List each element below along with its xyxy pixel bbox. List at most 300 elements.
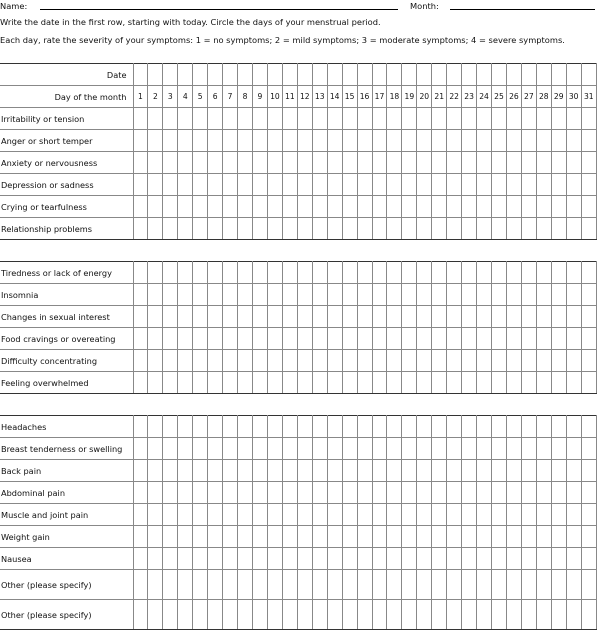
rating-cell[interactable] [432,152,447,174]
rating-cell[interactable] [148,108,163,130]
rating-cell[interactable] [193,600,208,630]
rating-cell[interactable] [492,526,507,548]
rating-cell[interactable] [492,482,507,504]
rating-cell[interactable] [566,174,581,196]
rating-cell[interactable] [193,504,208,526]
rating-cell[interactable] [253,526,268,548]
rating-cell[interactable] [342,262,357,284]
date-cell[interactable] [223,64,238,86]
rating-cell[interactable] [551,482,566,504]
rating-cell[interactable] [551,438,566,460]
rating-cell[interactable] [477,548,492,570]
rating-cell[interactable] [163,372,178,394]
rating-cell[interactable] [163,108,178,130]
rating-cell[interactable] [581,372,596,394]
rating-cell[interactable] [297,372,312,394]
rating-cell[interactable] [536,218,551,240]
rating-cell[interactable] [432,548,447,570]
rating-cell[interactable] [133,504,148,526]
rating-cell[interactable] [223,548,238,570]
rating-cell[interactable] [462,570,477,600]
rating-cell[interactable] [462,460,477,482]
rating-cell[interactable] [178,438,193,460]
rating-cell[interactable] [432,262,447,284]
rating-cell[interactable] [447,438,462,460]
rating-cell[interactable] [357,548,372,570]
rating-cell[interactable] [238,350,253,372]
rating-cell[interactable] [223,108,238,130]
rating-cell[interactable] [432,482,447,504]
rating-cell[interactable] [536,438,551,460]
rating-cell[interactable] [372,108,387,130]
rating-cell[interactable] [581,416,596,438]
rating-cell[interactable] [342,152,357,174]
rating-cell[interactable] [178,328,193,350]
rating-cell[interactable] [477,482,492,504]
rating-cell[interactable] [312,262,327,284]
rating-cell[interactable] [521,174,536,196]
rating-cell[interactable] [297,548,312,570]
rating-cell[interactable] [178,196,193,218]
rating-cell[interactable] [327,372,342,394]
rating-cell[interactable] [506,460,521,482]
rating-cell[interactable] [238,526,253,548]
rating-cell[interactable] [372,460,387,482]
rating-cell[interactable] [267,284,282,306]
rating-cell[interactable] [327,570,342,600]
rating-cell[interactable] [492,174,507,196]
rating-cell[interactable] [163,262,178,284]
rating-cell[interactable] [387,548,402,570]
rating-cell[interactable] [536,152,551,174]
rating-cell[interactable] [267,328,282,350]
rating-cell[interactable] [566,460,581,482]
rating-cell[interactable] [521,460,536,482]
rating-cell[interactable] [178,526,193,548]
rating-cell[interactable] [297,152,312,174]
rating-cell[interactable] [477,372,492,394]
rating-cell[interactable] [536,328,551,350]
rating-cell[interactable] [417,460,432,482]
rating-cell[interactable] [432,130,447,152]
rating-cell[interactable] [253,460,268,482]
rating-cell[interactable] [387,460,402,482]
rating-cell[interactable] [282,372,297,394]
rating-cell[interactable] [462,548,477,570]
rating-cell[interactable] [462,130,477,152]
rating-cell[interactable] [357,218,372,240]
rating-cell[interactable] [282,262,297,284]
rating-cell[interactable] [208,600,223,630]
rating-cell[interactable] [447,372,462,394]
rating-cell[interactable] [566,284,581,306]
rating-cell[interactable] [342,196,357,218]
rating-cell[interactable] [432,284,447,306]
rating-cell[interactable] [402,108,417,130]
rating-cell[interactable] [566,108,581,130]
rating-cell[interactable] [387,262,402,284]
rating-cell[interactable] [223,350,238,372]
rating-cell[interactable] [417,372,432,394]
rating-cell[interactable] [462,174,477,196]
rating-cell[interactable] [148,262,163,284]
rating-cell[interactable] [193,548,208,570]
rating-cell[interactable] [193,350,208,372]
rating-cell[interactable] [178,548,193,570]
rating-cell[interactable] [536,482,551,504]
rating-cell[interactable] [417,108,432,130]
rating-cell[interactable] [133,262,148,284]
rating-cell[interactable] [506,482,521,504]
rating-cell[interactable] [327,504,342,526]
rating-cell[interactable] [193,284,208,306]
rating-cell[interactable] [432,328,447,350]
rating-cell[interactable] [163,218,178,240]
rating-cell[interactable] [312,416,327,438]
rating-cell[interactable] [133,548,148,570]
rating-cell[interactable] [178,600,193,630]
rating-cell[interactable] [297,600,312,630]
rating-cell[interactable] [282,438,297,460]
rating-cell[interactable] [521,548,536,570]
rating-cell[interactable] [581,350,596,372]
rating-cell[interactable] [492,328,507,350]
rating-cell[interactable] [581,482,596,504]
rating-cell[interactable] [536,306,551,328]
rating-cell[interactable] [506,262,521,284]
rating-cell[interactable] [521,600,536,630]
rating-cell[interactable] [238,328,253,350]
rating-cell[interactable] [282,306,297,328]
rating-cell[interactable] [357,328,372,350]
rating-cell[interactable] [148,284,163,306]
rating-cell[interactable] [432,108,447,130]
rating-cell[interactable] [193,328,208,350]
rating-cell[interactable] [417,328,432,350]
rating-cell[interactable] [163,600,178,630]
rating-cell[interactable] [297,350,312,372]
rating-cell[interactable] [372,218,387,240]
rating-cell[interactable] [432,372,447,394]
rating-cell[interactable] [238,174,253,196]
rating-cell[interactable] [238,504,253,526]
rating-cell[interactable] [447,174,462,196]
rating-cell[interactable] [238,152,253,174]
rating-cell[interactable] [253,262,268,284]
rating-cell[interactable] [282,416,297,438]
rating-cell[interactable] [163,482,178,504]
rating-cell[interactable] [327,284,342,306]
rating-cell[interactable] [193,306,208,328]
rating-cell[interactable] [253,548,268,570]
rating-cell[interactable] [447,548,462,570]
date-cell[interactable] [282,64,297,86]
rating-cell[interactable] [506,526,521,548]
rating-cell[interactable] [357,416,372,438]
rating-cell[interactable] [253,306,268,328]
rating-cell[interactable] [357,196,372,218]
rating-cell[interactable] [506,570,521,600]
rating-cell[interactable] [447,350,462,372]
date-cell[interactable] [193,64,208,86]
rating-cell[interactable] [506,328,521,350]
rating-cell[interactable] [432,174,447,196]
rating-cell[interactable] [506,350,521,372]
rating-cell[interactable] [551,328,566,350]
rating-cell[interactable] [163,438,178,460]
rating-cell[interactable] [492,548,507,570]
rating-cell[interactable] [536,174,551,196]
rating-cell[interactable] [163,526,178,548]
rating-cell[interactable] [581,600,596,630]
rating-cell[interactable] [566,306,581,328]
rating-cell[interactable] [492,152,507,174]
rating-cell[interactable] [267,526,282,548]
rating-cell[interactable] [238,130,253,152]
rating-cell[interactable] [506,152,521,174]
rating-cell[interactable] [253,328,268,350]
rating-cell[interactable] [372,328,387,350]
rating-cell[interactable] [581,284,596,306]
rating-cell[interactable] [193,108,208,130]
rating-cell[interactable] [282,600,297,630]
rating-cell[interactable] [282,328,297,350]
rating-cell[interactable] [566,570,581,600]
rating-cell[interactable] [432,570,447,600]
rating-cell[interactable] [506,196,521,218]
rating-cell[interactable] [312,460,327,482]
rating-cell[interactable] [297,416,312,438]
rating-cell[interactable] [282,108,297,130]
rating-cell[interactable] [238,548,253,570]
date-cell[interactable] [506,64,521,86]
rating-cell[interactable] [536,526,551,548]
rating-cell[interactable] [342,548,357,570]
rating-cell[interactable] [417,130,432,152]
rating-cell[interactable] [357,438,372,460]
rating-cell[interactable] [297,174,312,196]
rating-cell[interactable] [178,416,193,438]
rating-cell[interactable] [477,526,492,548]
rating-cell[interactable] [447,526,462,548]
rating-cell[interactable] [432,438,447,460]
date-cell[interactable] [357,64,372,86]
rating-cell[interactable] [462,218,477,240]
rating-cell[interactable] [566,328,581,350]
rating-cell[interactable] [148,328,163,350]
rating-cell[interactable] [387,526,402,548]
rating-cell[interactable] [193,174,208,196]
rating-cell[interactable] [133,284,148,306]
rating-cell[interactable] [282,548,297,570]
rating-cell[interactable] [267,218,282,240]
rating-cell[interactable] [342,108,357,130]
rating-cell[interactable] [148,548,163,570]
rating-cell[interactable] [193,570,208,600]
rating-cell[interactable] [402,196,417,218]
rating-cell[interactable] [536,570,551,600]
rating-cell[interactable] [581,438,596,460]
rating-cell[interactable] [357,130,372,152]
rating-cell[interactable] [387,328,402,350]
rating-cell[interactable] [432,416,447,438]
rating-cell[interactable] [536,196,551,218]
rating-cell[interactable] [342,218,357,240]
rating-cell[interactable] [312,350,327,372]
rating-cell[interactable] [566,438,581,460]
date-cell[interactable] [267,64,282,86]
rating-cell[interactable] [417,152,432,174]
rating-cell[interactable] [178,350,193,372]
rating-cell[interactable] [342,504,357,526]
rating-cell[interactable] [432,196,447,218]
rating-cell[interactable] [133,152,148,174]
rating-cell[interactable] [178,218,193,240]
rating-cell[interactable] [178,372,193,394]
rating-cell[interactable] [536,350,551,372]
rating-cell[interactable] [402,306,417,328]
rating-cell[interactable] [566,130,581,152]
rating-cell[interactable] [402,372,417,394]
rating-cell[interactable] [477,306,492,328]
rating-cell[interactable] [253,196,268,218]
rating-cell[interactable] [163,548,178,570]
rating-cell[interactable] [267,152,282,174]
rating-cell[interactable] [312,152,327,174]
rating-cell[interactable] [267,130,282,152]
rating-cell[interactable] [417,218,432,240]
rating-cell[interactable] [551,130,566,152]
rating-cell[interactable] [477,350,492,372]
rating-cell[interactable] [372,482,387,504]
rating-cell[interactable] [477,218,492,240]
rating-cell[interactable] [238,482,253,504]
rating-cell[interactable] [506,306,521,328]
rating-cell[interactable] [551,306,566,328]
rating-cell[interactable] [267,600,282,630]
rating-cell[interactable] [267,108,282,130]
rating-cell[interactable] [417,438,432,460]
rating-cell[interactable] [492,350,507,372]
rating-cell[interactable] [238,306,253,328]
rating-cell[interactable] [432,350,447,372]
rating-cell[interactable] [342,482,357,504]
rating-cell[interactable] [178,152,193,174]
rating-cell[interactable] [402,350,417,372]
rating-cell[interactable] [238,218,253,240]
rating-cell[interactable] [462,284,477,306]
date-cell[interactable] [447,64,462,86]
rating-cell[interactable] [282,174,297,196]
rating-cell[interactable] [342,350,357,372]
rating-cell[interactable] [447,306,462,328]
rating-cell[interactable] [462,108,477,130]
rating-cell[interactable] [417,306,432,328]
rating-cell[interactable] [477,108,492,130]
rating-cell[interactable] [253,152,268,174]
rating-cell[interactable] [208,152,223,174]
rating-cell[interactable] [536,548,551,570]
rating-cell[interactable] [253,174,268,196]
rating-cell[interactable] [208,284,223,306]
rating-cell[interactable] [282,526,297,548]
rating-cell[interactable] [372,526,387,548]
rating-cell[interactable] [297,306,312,328]
rating-cell[interactable] [178,482,193,504]
rating-cell[interactable] [193,218,208,240]
rating-cell[interactable] [312,108,327,130]
rating-cell[interactable] [223,570,238,600]
rating-cell[interactable] [581,328,596,350]
rating-cell[interactable] [477,196,492,218]
rating-cell[interactable] [462,482,477,504]
rating-cell[interactable] [551,460,566,482]
rating-cell[interactable] [297,438,312,460]
rating-cell[interactable] [387,218,402,240]
rating-cell[interactable] [551,350,566,372]
rating-cell[interactable] [223,306,238,328]
rating-cell[interactable] [521,372,536,394]
rating-cell[interactable] [193,438,208,460]
rating-cell[interactable] [223,482,238,504]
rating-cell[interactable] [566,482,581,504]
rating-cell[interactable] [506,130,521,152]
rating-cell[interactable] [327,350,342,372]
rating-cell[interactable] [148,416,163,438]
rating-cell[interactable] [417,284,432,306]
rating-cell[interactable] [223,196,238,218]
rating-cell[interactable] [551,548,566,570]
rating-cell[interactable] [462,504,477,526]
rating-cell[interactable] [208,218,223,240]
rating-cell[interactable] [282,152,297,174]
rating-cell[interactable] [163,284,178,306]
rating-cell[interactable] [477,570,492,600]
rating-cell[interactable] [253,438,268,460]
rating-cell[interactable] [357,152,372,174]
rating-cell[interactable] [387,482,402,504]
rating-cell[interactable] [253,372,268,394]
rating-cell[interactable] [462,328,477,350]
rating-cell[interactable] [327,438,342,460]
rating-cell[interactable] [372,284,387,306]
rating-cell[interactable] [492,416,507,438]
rating-cell[interactable] [462,526,477,548]
rating-cell[interactable] [506,548,521,570]
rating-cell[interactable] [133,218,148,240]
rating-cell[interactable] [193,372,208,394]
rating-cell[interactable] [372,570,387,600]
rating-cell[interactable] [223,504,238,526]
rating-cell[interactable] [163,306,178,328]
rating-cell[interactable] [402,218,417,240]
rating-cell[interactable] [342,328,357,350]
rating-cell[interactable] [447,262,462,284]
rating-cell[interactable] [163,350,178,372]
rating-cell[interactable] [282,350,297,372]
rating-cell[interactable] [267,174,282,196]
rating-cell[interactable] [193,152,208,174]
rating-cell[interactable] [327,174,342,196]
rating-cell[interactable] [581,130,596,152]
rating-cell[interactable] [312,372,327,394]
rating-cell[interactable] [551,284,566,306]
rating-cell[interactable] [581,108,596,130]
rating-cell[interactable] [193,482,208,504]
rating-cell[interactable] [208,570,223,600]
rating-cell[interactable] [223,526,238,548]
rating-cell[interactable] [342,306,357,328]
